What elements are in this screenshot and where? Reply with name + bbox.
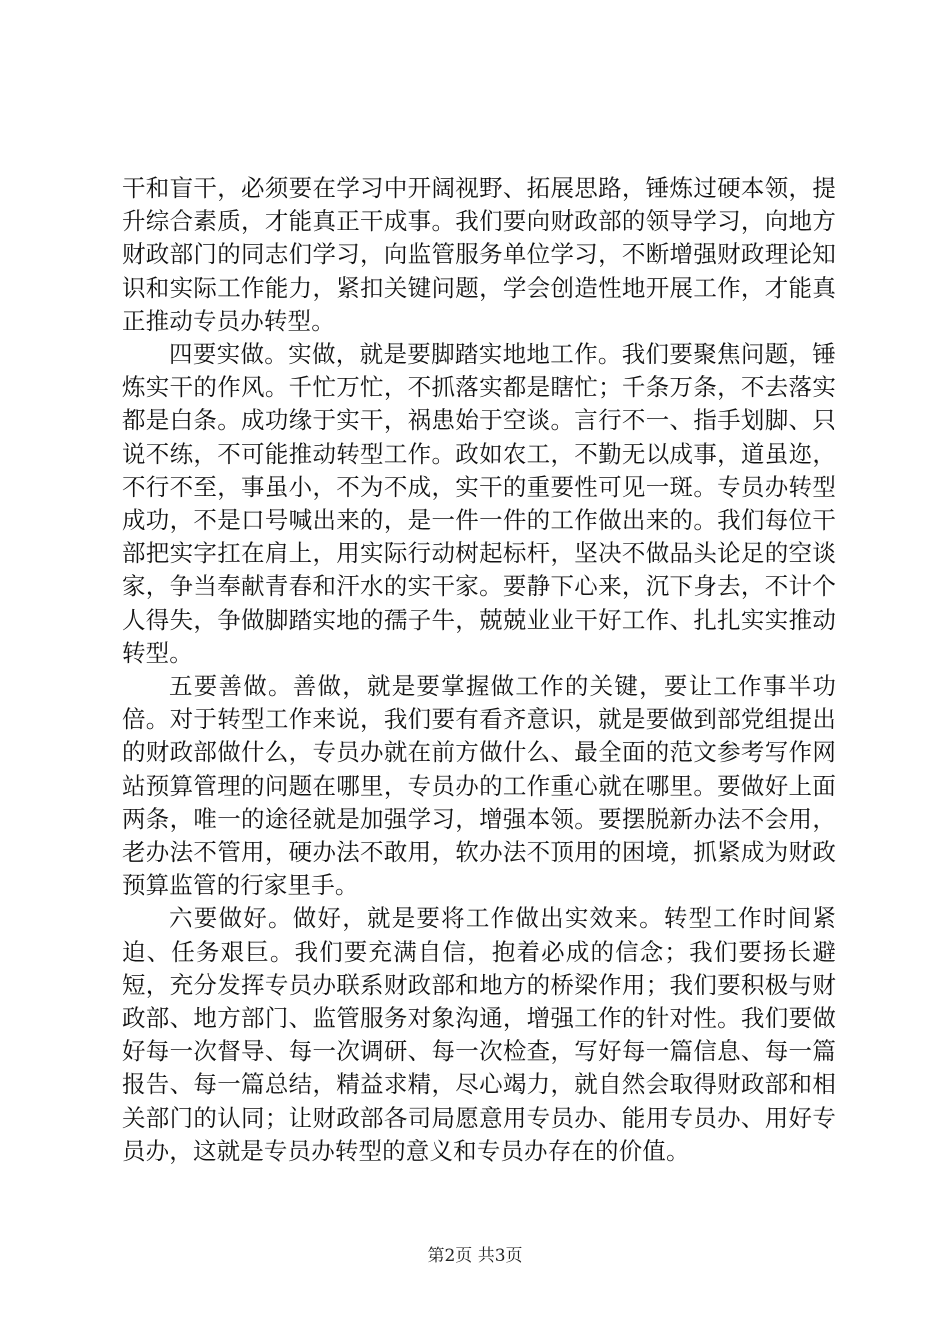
paragraph-3: 五要善做。善做，就是要掌握做工作的关键，要让工作事半功倍。对于转型工作来说，我们要有看齐意识，就是要做到部党组提出的财政部做什么，专员办就在前方做什么、最全面的范文参考写作网站预算管理的问题在哪里，专员办的工作重心就在哪里。要做好上面两条，唯一的途径就是加强学习，增强本领。要摆脱新办法不会用，老办法不管用，硬办法不敢用，软办法不顶用的困境，抓紧成为财政预算监管的行家里手。 [122, 672, 836, 900]
document-body [122, 172, 836, 1168]
paragraph-2: 四要实做。实做，就是要脚踏实地地工作。我们要聚焦问题，锤炼实干的作风。千忙万忙，不抓落实都是瞎忙；千条万条，不去落实都是白条。成功缘于实干，祸患始于空谈。言行不一、指手划脚、只说不练，不可能推动转型工作。政如农工，不勤无以成事，道虽迩，不行不至，事虽小，不为不成，实干的重要性可见一斑。专员办转型成功，不是口号喊出来的，是一件一件的工作做出来的。我们每位干部把实字扛在肩上，用实际行动树起标杆，坚决不做品头论足的空谈家，争当奉献青春和汗水的实干家。要静下心来，沉下身去，不计个人得失，争做脚踏实地的孺子牛，兢兢业业干好工作、扎扎实实推动转型。 [122, 340, 836, 667]
paragraph-4: 六要做好。做好，就是要将工作做出实效来。转型工作时间紧迫、任务艰巨。我们要充满自信，抱着必成的信念；我们要扬长避短，充分发挥专员办联系财政部和地方的桥梁作用；我们要积极与财政部、地方部门、监管服务对象沟通，增强工作的针对性。我们要做好每一次督导、每一次调研、每一次检查，写好每一篇信息、每一篇报告、每一篇总结，精益求精，尽心竭力，就自然会取得财政部和相关部门的认同；让财政部各司局愿意用专员办、能用专员办、用好专员办，这就是专员办转型的意义和专员办存在的价值。 [122, 904, 836, 1165]
page-number-footer: 第2页 共3页 [427, 1246, 523, 1266]
paragraph-1: 干和盲干，必须要在学习中开阔视野、拓展思路，锤炼过硬本领，提升综合素质，才能真正干成事。我们要向财政部的领导学习，向地方财政部门的同志们学习，向监管服务单位学习，不断增强财政理论知识和实际工作能力，紧扣关键问题，学会创造性地开展工作，才能真正推动专员办转型。 [122, 174, 836, 335]
